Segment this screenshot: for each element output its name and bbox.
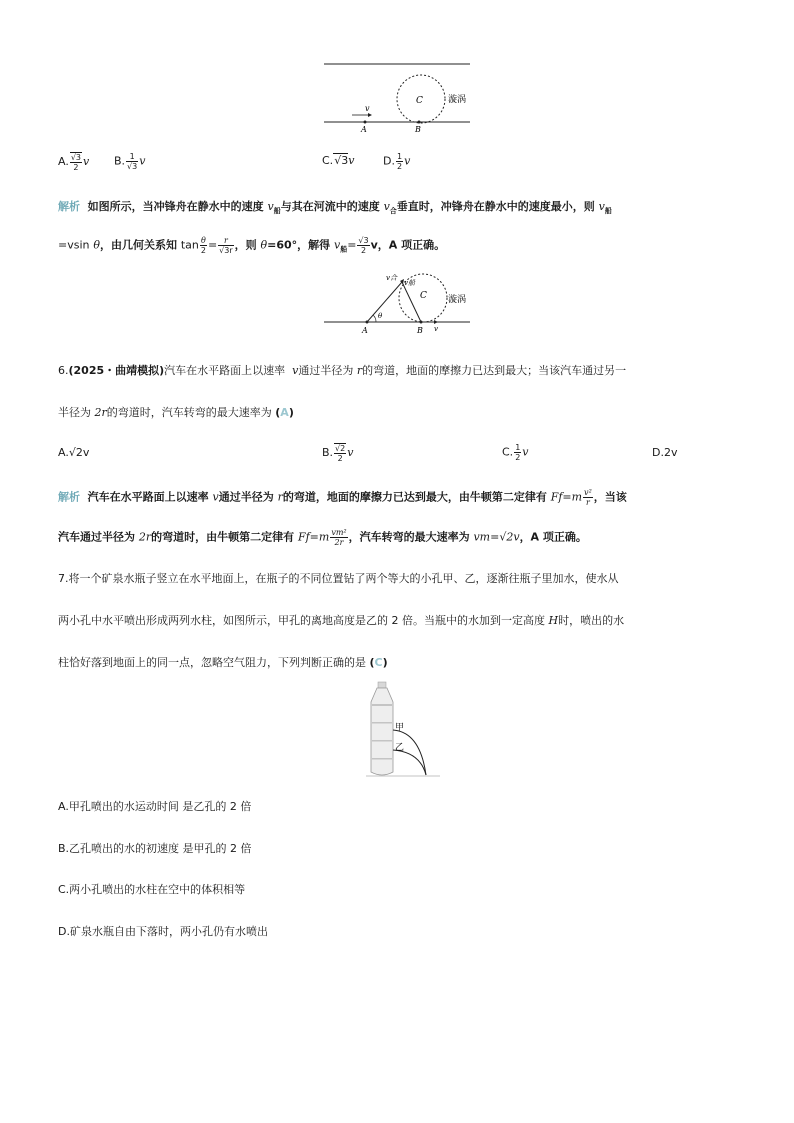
q7-stem-line-2: 两小孔中水平喷出形成两列水柱，如图所示，甲孔的离地高度是乙的 2 倍。当瓶中的水加到一定高度 H时，喷出的水 [58,614,625,627]
q6-option-B: B. $\frac{√2}{2}$ v [322,444,354,463]
q5-option-C: C.√3v [322,154,355,167]
fig2-label-v-chuan: v船 [404,279,415,287]
q7-answer: C [374,656,383,669]
vortex-figure-1 [318,58,478,138]
q7-option-B: B.乙孔喷出的水的初速度 是甲孔的 2 倍 [58,842,252,855]
q5-option-D: D. $\frac{1}{2}$ v [383,152,411,171]
q6-option-D: D.2v [652,446,678,459]
q6-stem-line-1: 6.(2025・曲靖模拟)汽车在水平路面上以速率 v通过半径为 r的弯道，地面的摩擦力已达到最大；当该汽车通过另一 [58,364,627,377]
q5-analysis-line-2: =vsin θ，由几何关系知 tan $\frac{\theta}{2}$ = $\frac{r}{√3r}$ ，则 θ=60°，解得 $v_船=$ $\frac{√3}{2}$ v，A 项正确。 [58,236,446,255]
q5-analysis-line-1: 解析 如图所示，当冲锋舟在静水中的速度 $v_船$与其在河流中的速度 $v_合$垂直时，冲锋舟在静水中的速度最小，则 $v_船$ [58,200,612,216]
fig1-label-vortex: 漩涡 [448,95,467,105]
fig2-label-v: v [434,325,438,333]
q6-analysis-line-2: 汽车通过半径为 2r的弯道时，由牛顿第二定律有 Ff=m $\frac{\text{vm²}}{2r}$ ，汽车转弯的最大速率为 vm=√2v，A 项正确。 [58,528,587,547]
fig2-label-B: B [417,326,423,335]
bottle-label-jia: 甲 [395,723,405,733]
fig2-label-theta: θ [378,312,383,320]
q7-stem-line-1: 7.将一个矿泉水瓶子竖立在水平地面上，在瓶子的不同位置钻了两个等大的小孔甲、乙，逐渐往瓶子里加水，使水从 [58,572,619,585]
bottle-figure [360,680,450,780]
q7-option-C: C.两小孔喷出的水柱在空中的体积相等 [58,883,246,896]
fig1-label-C: C [416,96,423,106]
fig1-label-v: v [365,104,370,113]
q6-option-C: C. $\frac{1}{2}$ v [502,443,529,462]
fig1-label-A: A [361,125,367,134]
vortex-figure-2 [320,268,480,338]
q6-answer: A [280,406,289,419]
q7-option-D: D.矿泉水瓶自由下落时，两小孔仍有水喷出 [58,925,268,938]
fig2-label-A: A [362,326,368,335]
fig2-label-v-he: v合 [386,274,397,282]
fig1-label-B: B [415,125,421,134]
fig2-label-C: C [420,291,427,301]
q6-analysis-line-1: 解析 汽车在水平路面上以速率 v通过半径为 r的弯道，地面的摩擦力已达到最大，由牛顿第二定律有 Ff=m $\frac{\text{v²}}{r}$ ，当该 [58,488,627,507]
q5-option-A: A. $\frac{√3}{2}$ v [58,153,90,172]
q7-stem-line-3: 柱恰好落到地面上的同一点，忽略空气阻力，下列判断正确的是 (C) [58,656,388,669]
q6-option-A: A.√2v [58,446,90,459]
bottle-label-yi: 乙 [395,743,405,753]
q6-stem-line-2: 半径为 2r的弯道时，汽车转弯的最大速率为 (A) [58,406,294,419]
fig2-label-vortex: 漩涡 [448,295,467,305]
q7-option-A: A.甲孔喷出的水运动时间 是乙孔的 2 倍 [58,800,252,813]
q5-option-B: B. $\frac{1}{√3}$ v [114,152,146,171]
